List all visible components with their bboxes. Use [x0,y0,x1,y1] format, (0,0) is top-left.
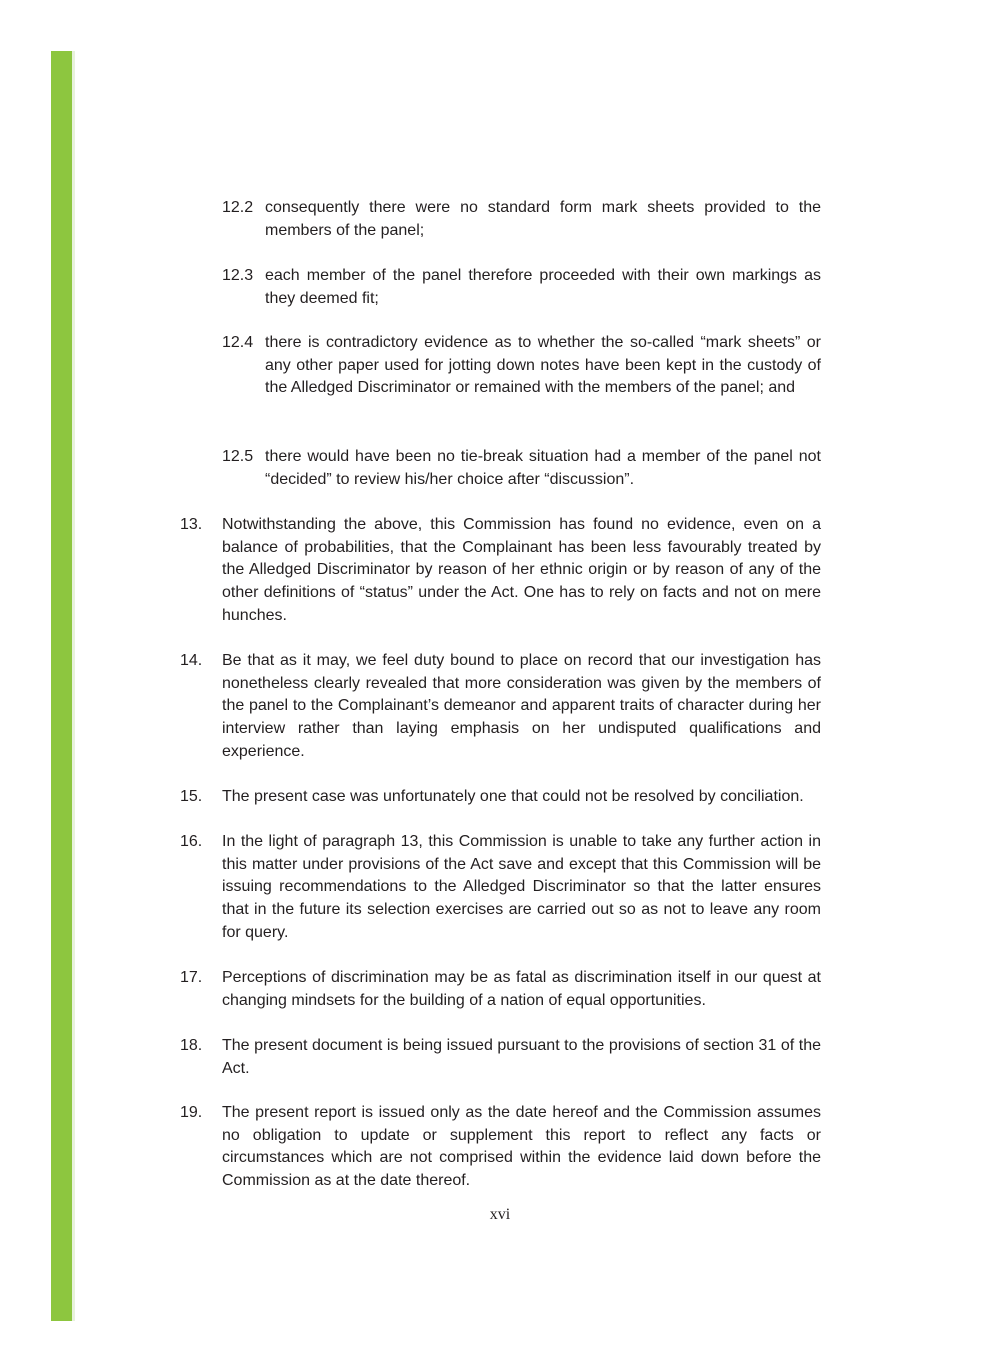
paragraph-number: 12.4 [222,334,254,351]
paragraph-15 [180,786,821,809]
paragraph-12-4 [222,332,821,400]
paragraph-number: 12.3 [222,267,254,284]
paragraph-12-3 [222,265,821,310]
paragraph-text: The present case was unfortunately one that could not be resolved by conciliation. [222,788,804,805]
paragraph-number: 19. [180,1104,203,1121]
paragraph-12-5 [222,446,821,491]
paragraph-19 [180,1102,821,1193]
paragraph-number: 16. [180,833,203,850]
paragraph-text: The present report is issued only as the date hereof and the Commission assumes no obligation to update or supplement this report to reflect any facts or circumstances which are not comprised within the evidence laid down before the Commission as at the date thereof. [222,1104,821,1190]
paragraph-number: 12.2 [222,199,254,216]
paragraph-number: 15. [180,788,203,805]
paragraph-text: The present document is being issued pursuant to the provisions of section 31 of the Act. [222,1037,821,1077]
paragraph-text: Notwithstanding the above, this Commission has found no evidence, even on a balance of probabilities, that the Complainant has been less favourably treated by the Alledged Discriminator by reason of her ethnic origin or by reason of any of the other definitions of “status” under the Act. One has to rely on facts and not on mere hunches. [222,516,821,624]
page-number: xvi [489,1206,511,1223]
paragraph-text: there is contradictory evidence as to whether the so-called “mark sheets” or any other paper used for jotting down notes have been kept in the custody of the Alledged Discriminator or remained with the members of the panel; and [265,334,821,397]
paragraph-13 [180,514,821,628]
paragraph-number: 13. [180,516,203,533]
paragraph-number: 14. [180,652,203,669]
paragraph-text: there would have been no tie-break situation had a member of the panel not “decided” to review his/her choice after “discussion”. [265,448,821,488]
paragraph-12-2 [222,197,821,242]
paragraph-text: In the light of paragraph 13, this Commission is unable to take any further action in this matter under provisions of the Act save and except that this Commission will be issuing recommendations to the Alledged Discriminator so that the latter ensures that in the future its selection exercises are carried out so as not to leave any room for query. [222,833,821,941]
paragraph-number: 18. [180,1037,203,1054]
paragraph-text: Be that as it may, we feel duty bound to place on record that our investigation has nonetheless clearly revealed that more consideration was given by the members of the panel to the Complainant’s demeanor and apparent traits of character during her interview rather than laying emphasis on her undisputed qualifications and experience. [222,652,821,760]
paragraph-16 [180,831,821,945]
paragraph-18 [180,1035,821,1080]
paragraph-text: consequently there were no standard form mark sheets provided to the members of the panel; [265,199,821,239]
paragraph-text: each member of the panel therefore proceeded with their own markings as they deemed fit; [265,267,821,307]
paragraph-text: Perceptions of discrimination may be as fatal as discrimination itself in our quest at changing mindsets for the building of a nation of equal opportunities. [222,969,821,1009]
paragraph-number: 17. [180,969,203,986]
paragraph-number: 12.5 [222,448,254,465]
paragraph-17 [180,967,821,1012]
paragraph-14 [180,650,821,764]
